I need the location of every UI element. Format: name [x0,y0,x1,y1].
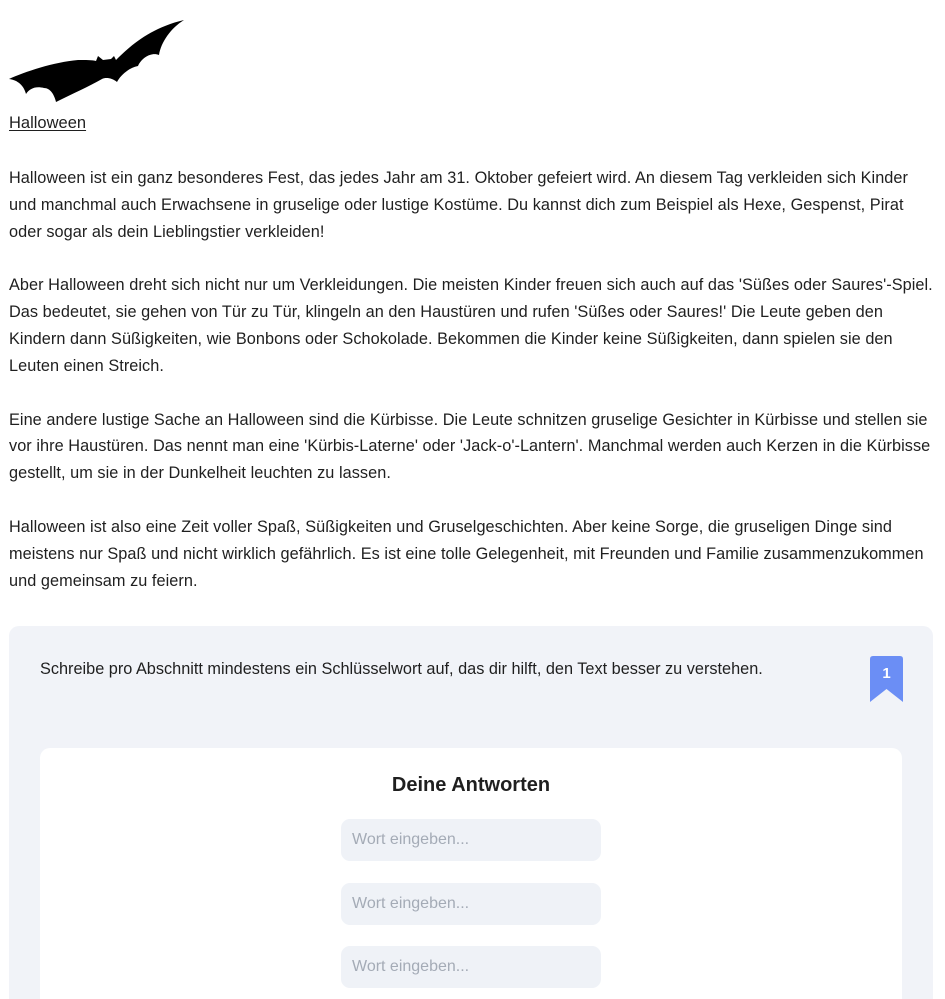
task-number-badge [870,656,903,702]
article-paragraph: Eine andere lustige Sache an Halloween sind die Kürbisse. Die Leute schnitzen gruselige Gesichter in Kürbisse und stellen sie vor ihre Haustüren. Das nennt man eine 'Kürbis-Laterne' oder 'Jack-o'-Lantern'. Manchmal werden auch Kerzen in die Kürbisse gestellt, um sie in der Dunkelheit leuchten zu lassen. [9,410,931,483]
task-number: 1 [882,665,891,682]
keyword-input-1[interactable] [341,819,601,861]
task-instruction: Schreibe pro Abschnitt mindestens ein Schlüsselwort auf, das dir hilft, den Text besser zu verstehen. [40,660,763,678]
answers-title: Deine Antworten [391,774,551,796]
article-body [9,165,935,621]
keyword-input-2[interactable] [341,883,601,925]
task-panel [9,626,933,999]
answers-card [40,748,902,999]
article-paragraph: Aber Halloween dreht sich nicht nur um Verkleidungen. Die meisten Kinder freuen sich auch auf das 'Süßes oder Saures'-Spiel. Das bedeutet, sie gehen von Tür zu Tür, klingeln an den Haustüren und rufen 'Süßes oder Saures!' Die Leute geben den Kindern dann Süßigkeiten, wie Bonbons oder Schokolade. Bekommen die Kinder keine Süßigkeiten, dann spielen sie den Leuten einen Streich. [9,276,933,375]
article-title: Halloween [9,114,87,132]
bat-icon [8,16,186,104]
article-paragraph: Halloween ist ein ganz besonderes Fest, das jedes Jahr am 31. Oktober gefeiert wird. An diesem Tag verkleiden sich Kinder und manchmal auch Erwachsene in gruselige oder lustige Kostüme. Du kannst dich zum Beispiel als Hexe, Gespenst, Pirat oder sogar als dein Lieblingstier verkleiden! [9,169,908,241]
article-paragraph: Halloween ist also eine Zeit voller Spaß, Süßigkeiten und Gruselgeschichten. Aber keine Sorge, die gruseligen Dinge sind meistens nur Spaß und nicht wirklich gefährlich. Es ist eine tolle Gelegenheit, mit Freunden und Familie zusammenzukommen und gemeinsam zu feiern. [9,517,924,590]
keyword-input-3[interactable] [341,946,601,988]
